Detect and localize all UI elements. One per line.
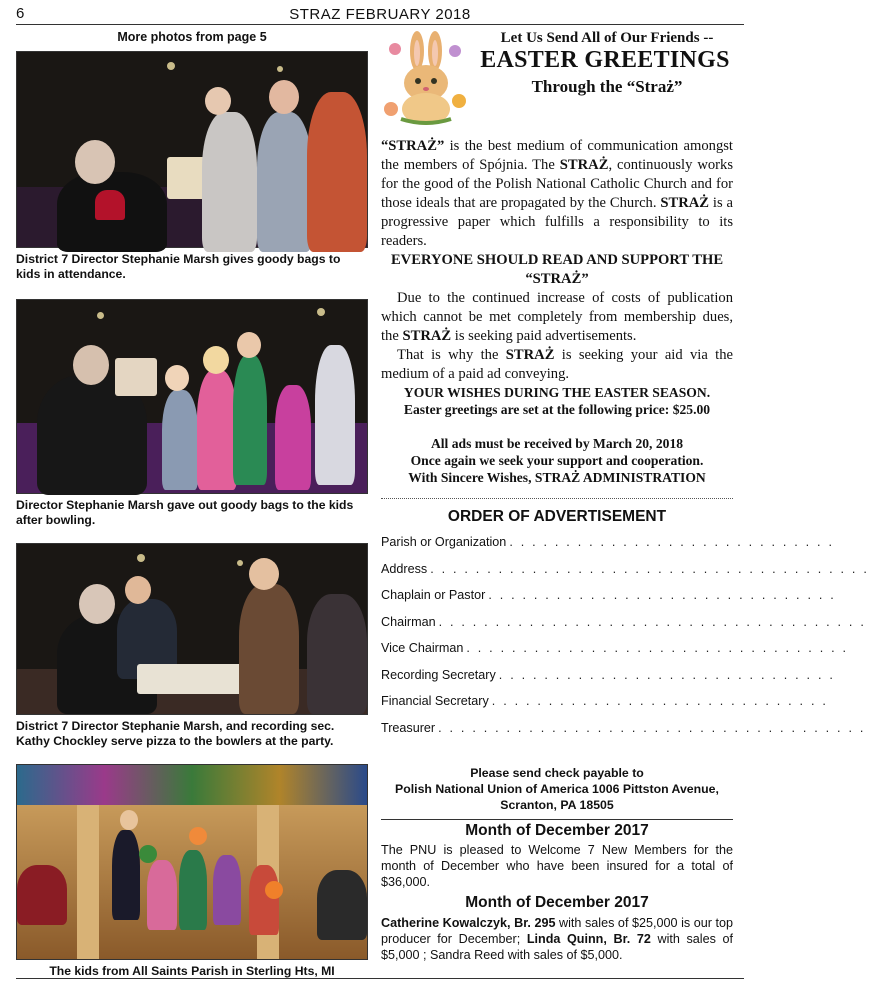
photo-goody-bags-2 <box>16 299 368 494</box>
text-run: with sales of $25,000 is our top producer for December; <box>381 916 733 946</box>
form-field-parish[interactable] <box>381 535 835 562</box>
straz-name: STRAŻ <box>402 328 452 344</box>
text-run: , continuously works for the good of the Polish National Catholic Church and for those ideals that are propagated by the Church. <box>381 157 733 211</box>
wishes-line: YOUR WISHES DURING THE EASTER SEASON. <box>403 385 711 400</box>
price-line: Easter greetings are set at the following price: $25.00 <box>403 402 711 417</box>
form-field-chairman[interactable] <box>381 614 867 642</box>
straz-name: STRAŻ <box>559 157 609 173</box>
field-label: Chairman <box>381 614 436 629</box>
greetings-subtitle: Through the “Straż” <box>531 77 683 96</box>
fill-in-line: . . . . . . . . . . . . . . . . . . . . . . . . . . . . . . . . . . . . . . . <box>430 561 869 576</box>
more-photos-heading: More photos from page 5 <box>117 30 267 44</box>
photo-column <box>16 27 368 982</box>
field-label: Financial Secretary <box>381 694 489 708</box>
fill-in-line: . . . . . . . . . . . . . . . . . . . . . . . . . . . . . . <box>498 667 836 682</box>
greetings-title: EASTER GREETINGS <box>480 47 730 73</box>
form-field-chaplain[interactable] <box>381 588 836 615</box>
payment-line: Please send check payable to <box>470 766 644 780</box>
photo-caption: District 7 Director Stephanie Marsh gives goody bags to kids in attendance. <box>16 252 341 281</box>
order-form-title: ORDER OF ADVERTISEMENT <box>447 508 667 525</box>
page-bottom-rule <box>16 978 744 979</box>
form-field-recording-secretary[interactable] <box>381 667 836 695</box>
new-members-text: The PNU is pleased to Welcome 7 New Members for the month of December who have been insured for a total of $36,000. <box>381 843 733 889</box>
paragraph-1 <box>381 137 733 251</box>
text-run: with sales of $5,000 ; Sandra Reed with sales of $5,000. <box>381 932 733 962</box>
support-heading: EVERYONE SHOULD READ AND SUPPORT THE “STRAŻ” <box>390 252 724 287</box>
field-label: Vice Chairman <box>381 641 464 655</box>
field-label: Chaplain or Pastor <box>381 588 486 602</box>
section-title: Month of December 2017 <box>465 894 649 911</box>
payment-address-line: Polish National Union of America 1006 Pittston Avenue, <box>395 782 719 796</box>
payment-instructions <box>381 765 733 813</box>
producer-name: Linda Quinn, Br. 72 <box>526 932 651 946</box>
section-title: Month of December 2017 <box>465 822 649 839</box>
fill-in-line: . . . . . . . . . . . . . . . . . . . . . . . . . . . . . <box>509 535 835 549</box>
straz-name: STRAŻ <box>660 195 710 211</box>
fill-in-line: . . . . . . . . . . . . . . . . . . . . . . . . . . . . . . . . . . . . . . <box>438 720 866 735</box>
photo-pizza-serving <box>16 543 368 715</box>
page-number: 6 <box>16 5 25 22</box>
straz-name: “STRAŻ” <box>381 138 445 154</box>
top-producers-text <box>381 915 733 963</box>
paragraph-2 <box>381 289 733 346</box>
payment-city-line: Scranton, PA 18505 <box>500 798 614 812</box>
producer-name: Catherine Kowalczyk, Br. 295 <box>381 916 556 930</box>
field-label: Parish or Organization <box>381 535 507 549</box>
text-run: Due to the continued increase of costs of publication which cannot be met completely from membership dues, the <box>381 290 733 344</box>
masthead: STRAZ FEBRUARY 2018 <box>289 6 471 23</box>
field-label: Treasurer <box>381 720 436 735</box>
support-line: Once again we seek your support and cooperation. <box>410 453 704 468</box>
form-field-address[interactable] <box>381 561 869 589</box>
photo-goody-bags-1 <box>16 51 368 248</box>
divider <box>381 819 733 820</box>
easter-bunny-icon <box>381 31 471 127</box>
article-body <box>381 137 733 486</box>
greetings-intro: Let Us Send All of Our Friends -- <box>500 30 714 46</box>
photo-caption: Director Stephanie Marsh gave out goody bags to the kids after bowling. <box>16 498 354 527</box>
page-header <box>16 4 744 25</box>
photo-caption: District 7 Director Stephanie Marsh, and recording sec. Kathy Chockley serve pizza to the bowlers at the party. <box>16 719 335 748</box>
text-run: is the best medium of communication amongst the members of Spójnia. The <box>381 138 733 173</box>
divider <box>381 498 733 499</box>
fill-in-line: . . . . . . . . . . . . . . . . . . . . . . . . . . . . . . . . . . <box>466 641 849 655</box>
text-run: is seeking your aid via the medium of a paid ad conveying. <box>381 347 733 382</box>
text-run: That is why the <box>397 347 506 363</box>
text-run: is seeking paid advertisements. <box>451 328 637 344</box>
fill-in-line: . . . . . . . . . . . . . . . . . . . . . . . . . . . . . . <box>491 694 829 708</box>
field-label: Recording Secretary <box>381 667 496 682</box>
signature-line: With Sincere Wishes, STRAŻ ADMINISTRATION <box>408 470 706 485</box>
paragraph-3 <box>381 346 733 384</box>
order-form <box>381 535 869 747</box>
fill-in-line: . . . . . . . . . . . . . . . . . . . . . . . . . . . . . . . <box>488 588 836 602</box>
text-run: is a progressive paper which fulfills a responsibility to its readers. <box>381 195 733 249</box>
deadline-line: All ads must be received by March 20, 2018 <box>430 436 684 451</box>
fill-in-line: . . . . . . . . . . . . . . . . . . . . . . . . . . . . . . . . . . . . . . <box>438 614 867 629</box>
form-field-financial-secretary[interactable] <box>381 694 829 721</box>
form-field-treasurer[interactable] <box>381 720 866 748</box>
photo-all-saints-kids <box>16 764 368 960</box>
photo-caption: The kids from All Saints Parish in Sterling Hts, MI <box>49 964 335 978</box>
field-label: Address <box>381 561 428 576</box>
straz-name: STRAŻ <box>505 347 555 363</box>
form-field-vice-chairman[interactable] <box>381 641 849 668</box>
